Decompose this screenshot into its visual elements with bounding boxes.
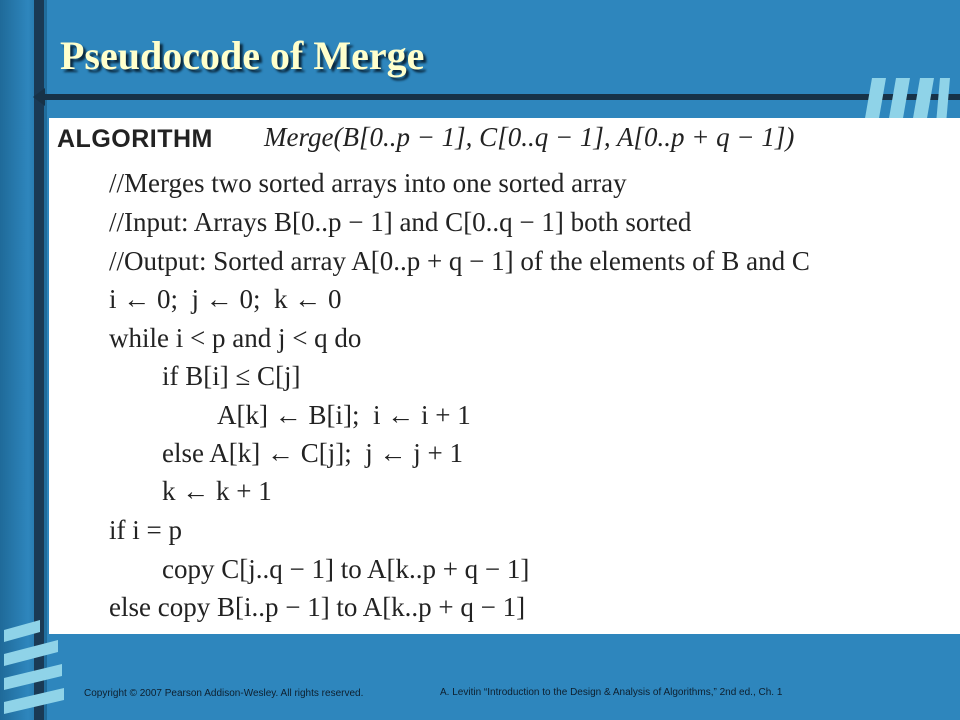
pseudocode-line: i ← 0; j ← 0; k ← 0 (109, 284, 342, 314)
left-sidebar-band (0, 0, 47, 720)
left-rail (34, 0, 44, 720)
pseudocode-panel (49, 118, 960, 634)
pseudocode-line: //Output: Sorted array A[0..p + q − 1] of the elements of B and C (109, 246, 810, 276)
pseudocode-line: A[k] ← B[i]; i ← i + 1 (217, 400, 471, 430)
pseudocode-line: while i < p and j < q do (109, 323, 362, 353)
algorithm-keyword: ALGORITHM (57, 125, 213, 153)
book-citation: A. Levitin “Introduction to the Design & Analysis of Algorithms,” 2nd ed., Ch. 1 (440, 687, 783, 698)
pseudocode-line: if i = p (109, 515, 182, 545)
slide-title: Pseudocode of Merge (60, 33, 425, 78)
decorative-stripes-bottom-icon (0, 620, 70, 715)
pseudocode-line: else copy B[i..p − 1] to A[k..p + q − 1] (109, 592, 526, 622)
copyright-notice: Copyright © 2007 Pearson Addison-Wesley. All rights reserved. (84, 688, 364, 699)
pseudocode-line: //Input: Arrays B[0..p − 1] and C[0..q − 1] both sorted (109, 207, 692, 237)
pseudocode-line: copy C[j..q − 1] to A[k..p + q − 1] (162, 554, 530, 584)
algorithm-signature: Merge(B[0..p − 1], C[0..q − 1], A[0..p + q − 1]) (264, 122, 795, 152)
pseudocode-line: //Merges two sorted arrays into one sorted array (109, 168, 627, 198)
title-underline (40, 94, 960, 100)
title-underline-arrow (33, 88, 45, 106)
pseudocode-line: if B[i] ≤ C[j] (162, 361, 301, 391)
pseudocode-line: k ← k + 1 (162, 476, 272, 506)
pseudocode-line: else A[k] ← C[j]; j ← j + 1 (162, 438, 463, 468)
